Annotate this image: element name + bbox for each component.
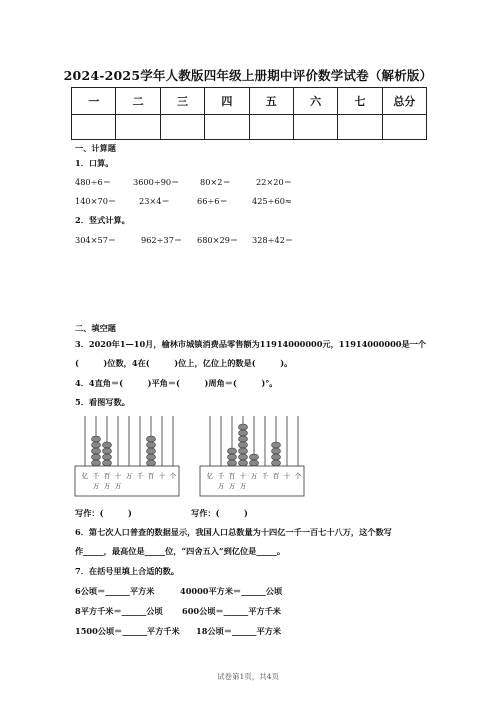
score-cell[interactable] <box>293 115 337 140</box>
score-table <box>71 87 427 140</box>
q2-item: 304×57＝ <box>75 235 117 245</box>
exam-title: 2024-2025学年人教版四年级上册期中评价数学试卷（解析版） <box>63 68 433 83</box>
q5-write-2: 写作：( ) <box>191 508 248 518</box>
q7-item: 8平方千米＝______公顷 <box>75 606 163 616</box>
score-header-4: 四 <box>205 88 249 115</box>
abacus-label: 千 <box>217 472 225 480</box>
q5-write-1: 写作：( ) <box>75 508 132 518</box>
score-header-3: 三 <box>160 88 204 115</box>
abacus-label: 百 <box>147 472 155 480</box>
abacus-label: 万 <box>250 472 258 480</box>
abacus-label: 千 <box>136 472 144 480</box>
q7-item: 40000平方米＝______公顷 <box>180 586 283 596</box>
abacus-sublabel: 万 <box>239 482 247 490</box>
abacus-label: 亿 <box>206 472 214 480</box>
abacus-label: 百 <box>272 472 280 480</box>
score-cell[interactable] <box>249 115 293 140</box>
q1-item: 425÷60≈ <box>252 196 292 206</box>
q2-item: 680×29＝ <box>197 235 239 245</box>
abacus-label: 十 <box>114 472 122 480</box>
score-cell[interactable] <box>338 115 382 140</box>
abacus-label: 亿 <box>81 472 89 480</box>
abacus-label: 十 <box>239 472 247 480</box>
q7-item: 1500公顷＝______平方千米 <box>75 626 180 636</box>
q7-item: 18公顷＝______平方米 <box>196 626 282 636</box>
q1-item: 140×70＝ <box>75 196 117 206</box>
score-header-6: 六 <box>293 88 337 115</box>
q1-item: 480÷6＝ <box>75 177 111 187</box>
q1-item: 3600÷90＝ <box>133 177 180 187</box>
abacus-label: 十 <box>283 472 291 480</box>
abacus-label: 百 <box>103 472 111 480</box>
abacus-sublabel: 万 <box>103 482 111 490</box>
q5-label: 5．看图写数。 <box>75 397 130 407</box>
score-header-7: 七 <box>338 88 382 115</box>
abacus-label: 千 <box>261 472 269 480</box>
score-header-total: 总分 <box>382 88 426 115</box>
abacus-label: 百 <box>228 472 236 480</box>
abacus-sublabel: 万 <box>92 482 100 490</box>
abacus-label: 千 <box>92 472 100 480</box>
q7-item: 6公顷＝______平方米 <box>75 586 155 596</box>
score-cell[interactable] <box>160 115 204 140</box>
q3-line1: 3．2020年1—10月，榆林市城镇消费品零售额为11914000000元，11914000000是一个 <box>75 339 427 349</box>
page-footer: 试卷第1页，共4页 <box>216 672 280 681</box>
q1-label: 1．口算。 <box>75 158 114 168</box>
abacus-label: 个 <box>294 472 302 480</box>
score-header-5: 五 <box>249 88 293 115</box>
abacus-left <box>71 414 181 498</box>
abacus-label: 万 <box>125 472 133 480</box>
abacus-label: 个 <box>169 472 177 480</box>
q4-text: 4．4直角＝( )平角＝( )周角＝( )°。 <box>75 378 278 388</box>
score-header-2: 二 <box>116 88 160 115</box>
abacus-sublabel: 万 <box>114 482 122 490</box>
q6-line1: 6．第七次人口普查的数据显示，我国人口总数量为十四亿一千一百七十八万，这个数写 <box>75 527 392 537</box>
q7-item: 600公顷＝______平方千米 <box>182 606 281 616</box>
abacus-label: 十 <box>158 472 166 480</box>
score-cell[interactable] <box>382 115 426 140</box>
abacus-sublabel: 万 <box>228 482 236 490</box>
score-cell[interactable] <box>72 115 116 140</box>
q1-item: 80×2＝ <box>200 177 231 187</box>
q2-item: 328÷42＝ <box>252 235 294 245</box>
q1-item: 23×4＝ <box>139 196 170 206</box>
q1-item: 66÷6＝ <box>197 196 228 206</box>
section-heading-fill: 二、填空题 <box>75 323 116 333</box>
section-heading-calc: 一、计算题 <box>75 143 116 153</box>
score-cell[interactable] <box>205 115 249 140</box>
abacus-right <box>196 414 306 498</box>
score-cell[interactable] <box>116 115 160 140</box>
q3-line2: ( )位数，4在( )位上，亿位上的数是( )。 <box>75 358 293 368</box>
q2-label: 2．竖式计算。 <box>75 215 130 225</box>
abacus-sublabel: 万 <box>217 482 225 490</box>
q2-item: 962÷37＝ <box>141 235 183 245</box>
q6-line2: 作_____，最高位是_____位，“四舍五入”到亿位是_____。 <box>75 546 286 556</box>
q1-item: 22×20＝ <box>256 177 292 187</box>
score-header-1: 一 <box>72 88 116 115</box>
q7-label: 7．在括号里填上合适的数。 <box>75 566 179 576</box>
